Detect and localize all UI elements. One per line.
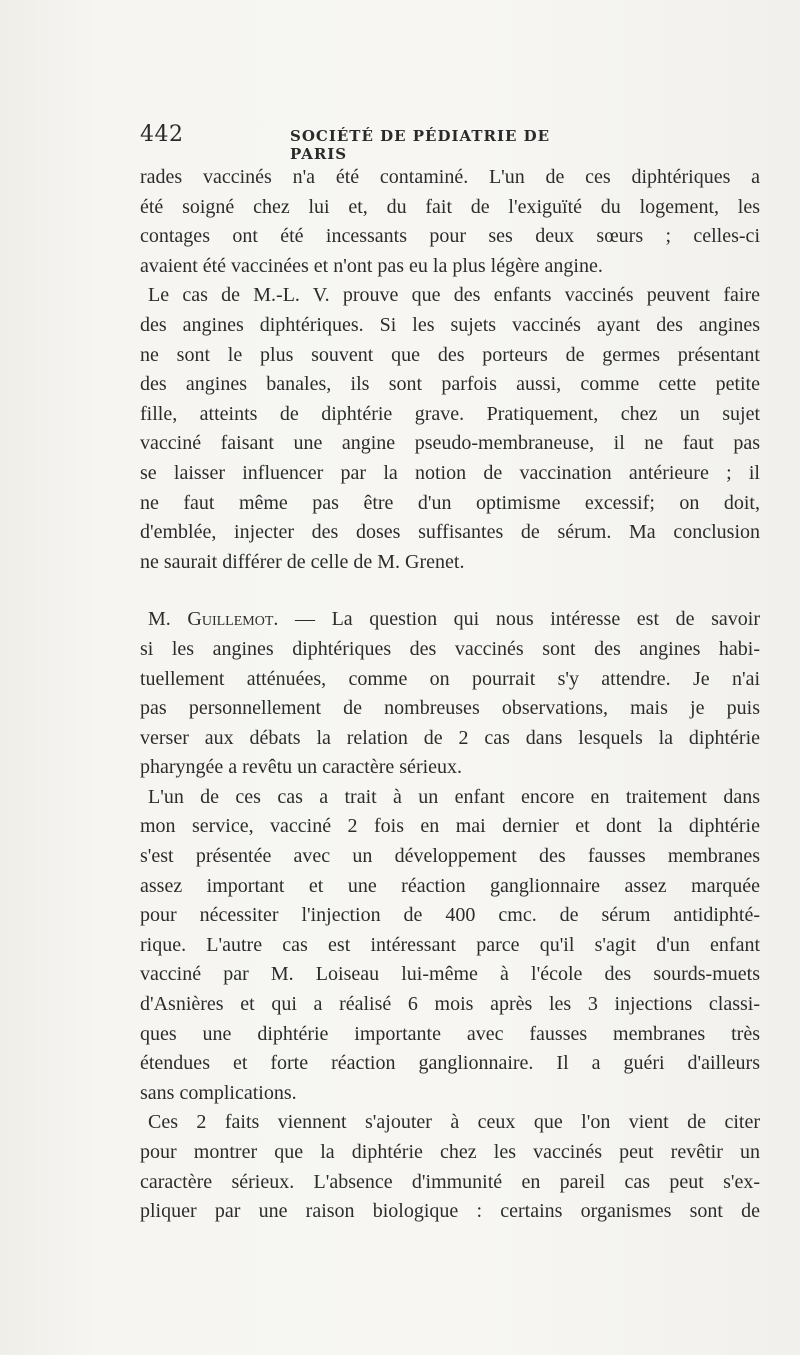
text-line: des angines banales, ils sont parfois aussi, comme cette petite	[140, 373, 760, 396]
text-line: été soigné chez lui et, du fait de l'exiguïté du logement, les	[140, 195, 760, 218]
body-text	[140, 163, 760, 1227]
text-line: vacciné par M. Loiseau lui-même à l'école des sourds-muets	[140, 963, 760, 986]
text-line: pliquer par une raison biologique : certains organismes sont de	[140, 1200, 760, 1223]
paragraph-5	[140, 1108, 760, 1226]
paragraph-1	[140, 163, 760, 281]
text-line: des angines diphtériques. Si les sujets vaccinés ayant des angines	[140, 313, 760, 336]
page-number: 442	[140, 122, 184, 147]
text-line: verser aux débats la relation de 2 cas dans lesquels la diphtérie	[140, 726, 760, 749]
text-line: d'Asnières et qui a réalisé 6 mois après les 3 injections classi-	[140, 993, 760, 1016]
text-line: Le cas de M.-L. V. prouve que des enfants vaccinés peuvent faire	[148, 284, 760, 307]
text-line: ne sont le plus souvent que des porteurs de germes présentant	[140, 343, 760, 366]
paragraph-3	[140, 605, 760, 783]
text-line: avaient été vaccinées et n'ont pas eu la plus légère angine.	[140, 254, 603, 277]
speaker-text: — La question qui nous intéresse est de savoir	[278, 608, 760, 631]
text-line: L'un de ces cas a trait à un enfant encore en traitement dans	[148, 785, 760, 808]
text-line: caractère sérieux. L'absence d'immunité en pareil cas peut s'ex-	[140, 1170, 760, 1193]
text-line: pharyngée a revêtu un caractère sérieux.	[140, 756, 463, 779]
text-line: contages ont été incessants pour ses deux sœurs ; celles-ci	[140, 225, 760, 248]
paragraph-2	[140, 281, 760, 577]
text-line: pour montrer que la diphtérie chez les vaccinés peut revêtir un	[140, 1141, 760, 1163]
text-line: d'emblée, injecter des doses suffisantes de sérum. Ma conclusion	[140, 521, 760, 544]
text-line: assez important et une réaction ganglionnaire assez marquée	[140, 874, 760, 897]
text-line: sans complications.	[140, 1081, 297, 1104]
text-line: pour nécessiter l'injection de 400 cmc. de sérum antidiphté-	[140, 904, 760, 927]
text-line: s'est présentée avec un développement des fausses membranes	[140, 845, 760, 868]
text-line	[140, 605, 760, 635]
text-line: ne faut même pas être d'un optimisme excessif; on doit,	[140, 491, 760, 514]
text-line: fille, atteints de diphtérie grave. Pratiquement, chez un sujet	[140, 402, 760, 425]
text-line: rades vaccinés n'a été contaminé. L'un de ces diphtériques a	[140, 166, 760, 188]
text-line: si les angines diphtériques des vaccinés sont des angines habi-	[140, 637, 760, 660]
text-line: ne saurait différer de celle de M. Grenet.	[140, 550, 465, 573]
paragraph-4	[140, 783, 760, 1109]
page-header	[140, 122, 600, 163]
text-line: Ces 2 faits viennent s'ajouter à ceux que l'on vient de citer	[148, 1111, 760, 1134]
text-line: pas personnellement de nombreuses observations, mais je puis	[140, 697, 760, 720]
text-line: rique. L'autre cas est intéressant parce qu'il s'agit d'un enfant	[140, 933, 760, 956]
text-line: tuellement atténuées, comme on pourrait s'y attendre. Je n'ai	[140, 667, 760, 690]
paragraph-spacer	[140, 577, 760, 605]
text-line: vacciné faisant une angine pseudo-membraneuse, il ne faut pas	[140, 432, 760, 455]
running-title: SOCIÉTÉ DE PÉDIATRIE DE PARIS	[290, 127, 551, 163]
text-line: étendues et forte réaction ganglionnaire. Il a guéri d'ailleurs	[140, 1052, 760, 1075]
text-line: mon service, vacciné 2 fois en mai dernier et dont la diphtérie	[140, 815, 760, 838]
text-line: ques une diphtérie importante avec fausses membranes très	[140, 1022, 760, 1045]
speaker-name: M. Guillemot.	[148, 608, 279, 631]
text-line: se laisser influencer par la notion de vaccination antérieure ; il	[140, 461, 760, 484]
